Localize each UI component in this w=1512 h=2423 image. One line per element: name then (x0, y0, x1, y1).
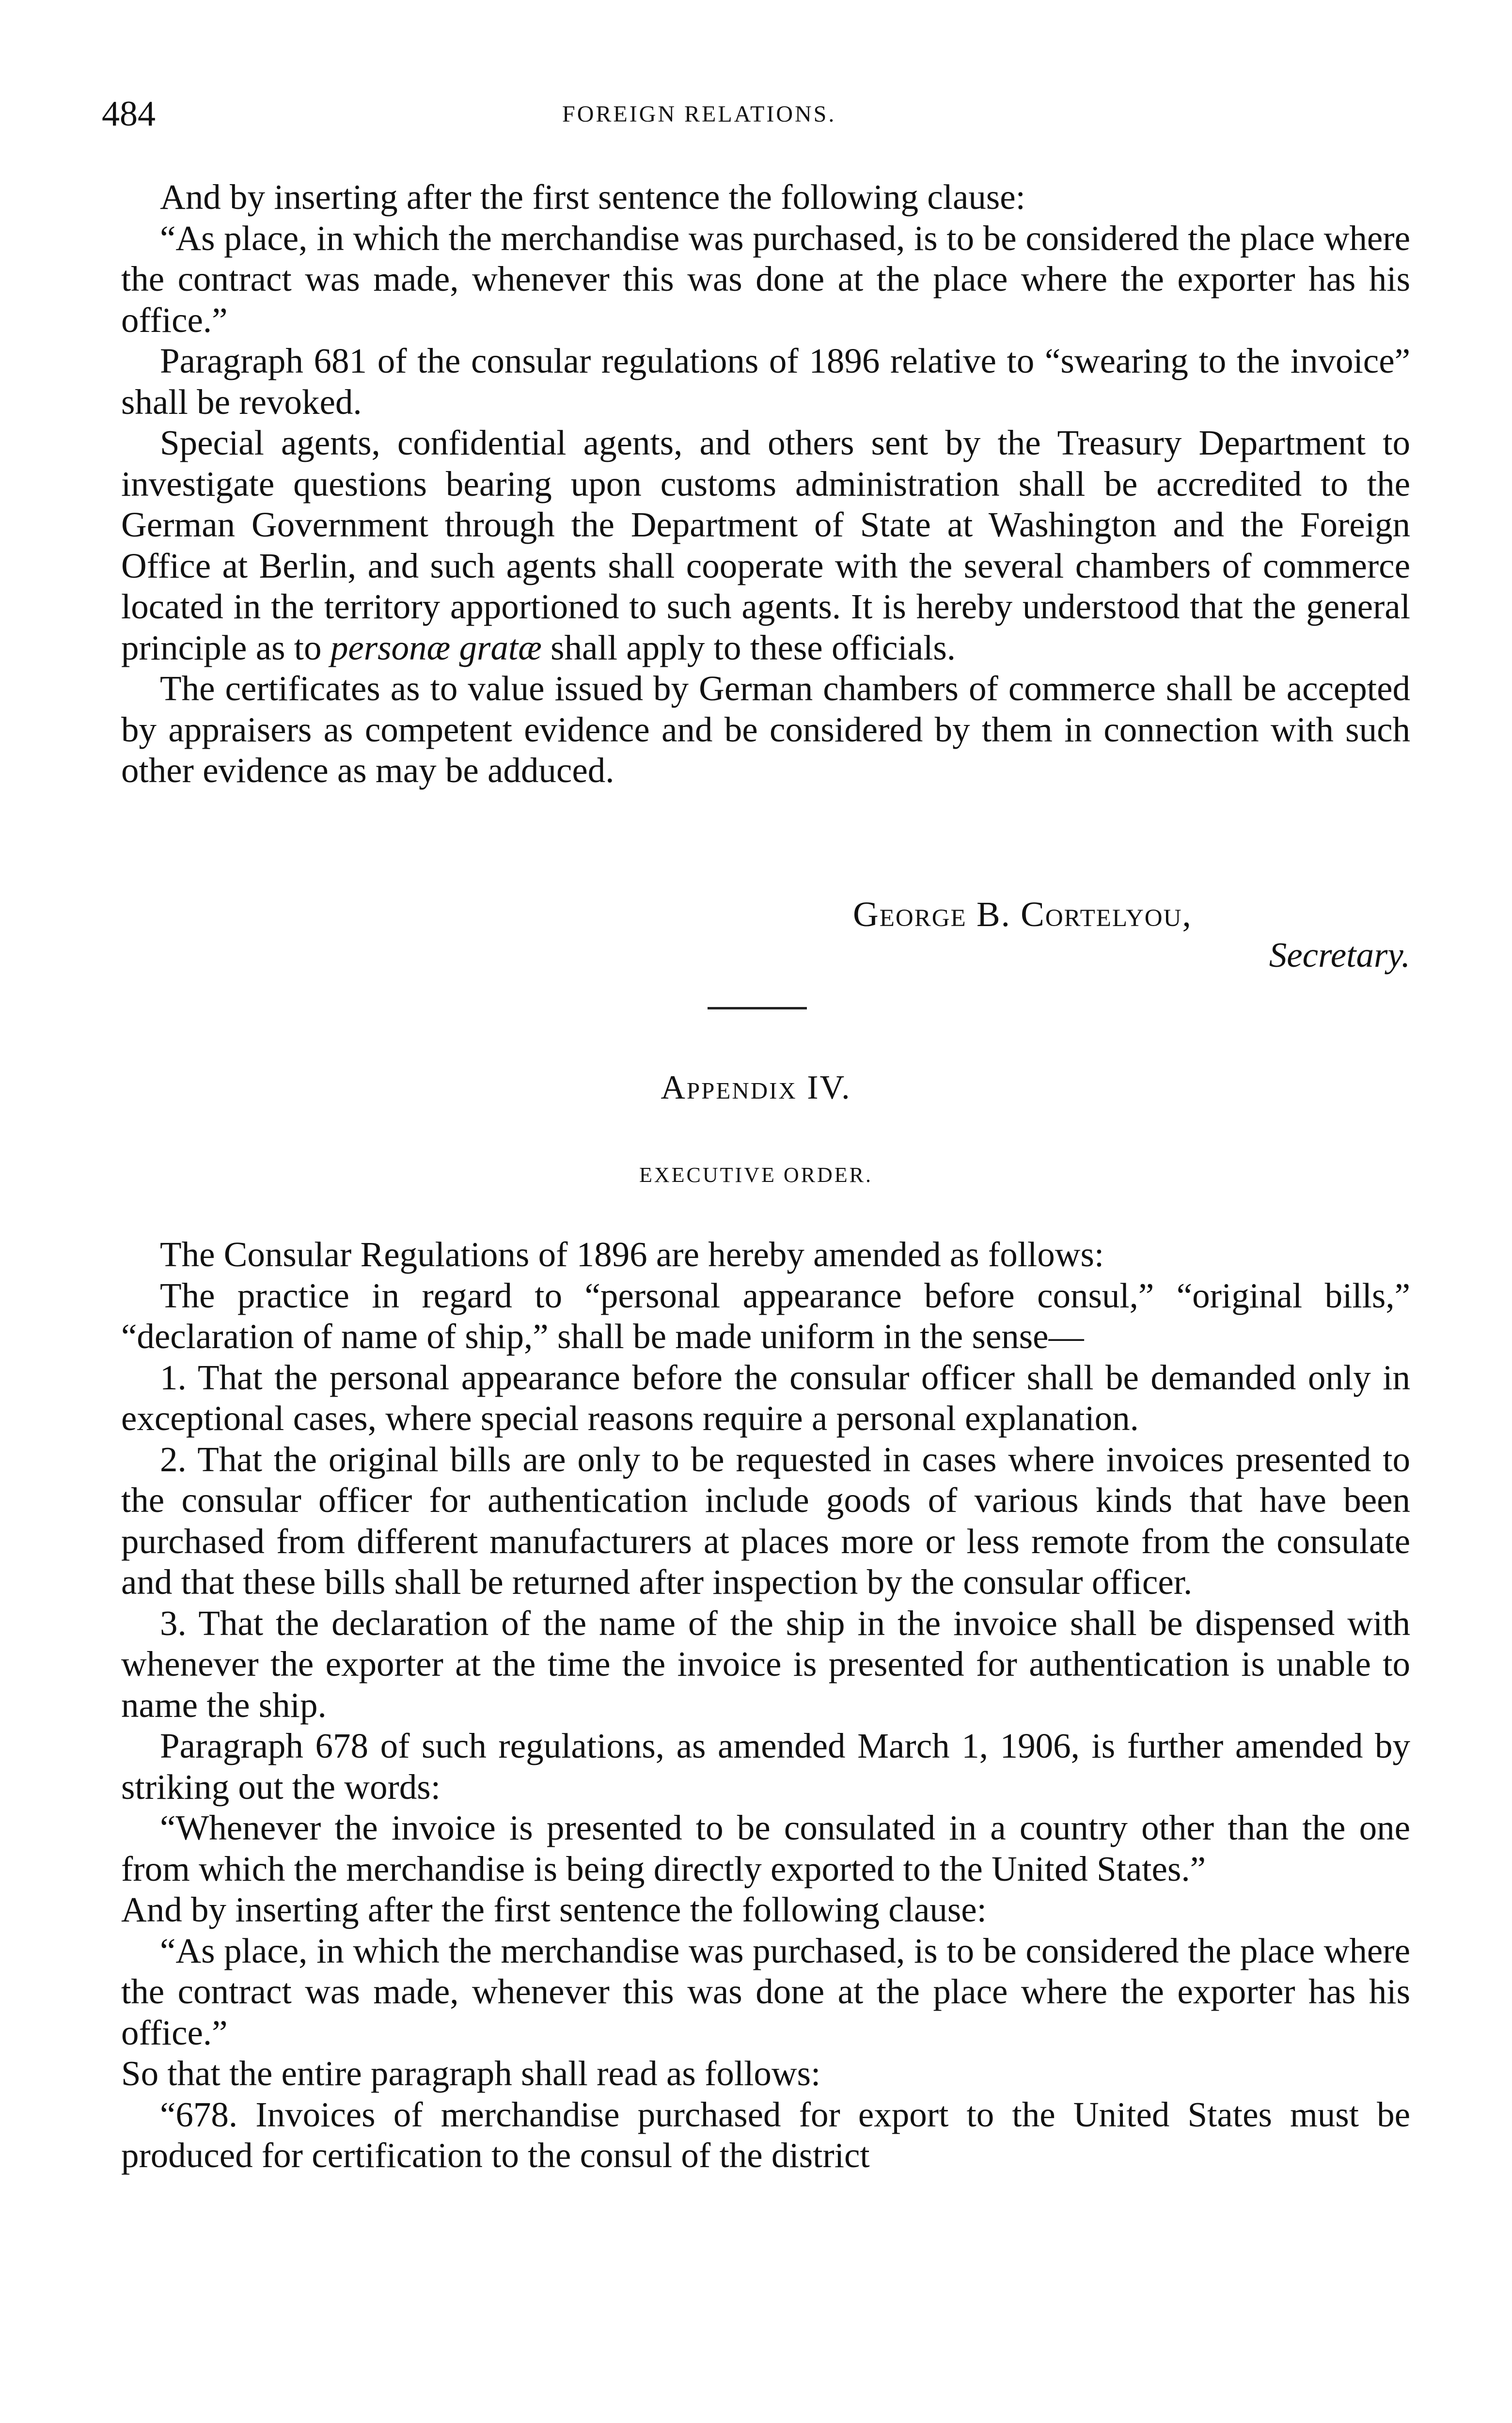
signatory-name: George B. Cortelyou, (853, 895, 1192, 934)
paragraph-inserting-clause: And by inserting after the first sentence the following clause: (160, 177, 1025, 217)
paragraph-entire-reads: So that the entire paragraph shall read as follows: (121, 2054, 821, 2093)
running-title: FOREIGN RELATIONS. (562, 101, 836, 127)
paragraph-place-of-purchase-2: “As place, in which the merchandise was purchased, is to be considered the place where the contract was made, whenever this was done at the place where the exporter has his office.” (121, 1931, 1410, 2052)
paragraph-item-3-ship-name: 3. That the declaration of the name of the ship in the invoice shall be dispensed with whenever the exporter at the time the invoice is presented for authentication is unable to name the ship. (121, 1603, 1410, 1725)
paragraph-amended-as-follows: The Consular Regulations of 1896 are hereby amended as follows: (160, 1235, 1104, 1274)
special-agents-text: Special agents, confidential agents, and others sent by the Treasury Department to investigate questions bearing upon customs administration shall be accredited to the German Government through the Department of State at Washington and the Foreign Office at Berlin, and such agents shall cooperate with the several chambers of commerce located in the territory apportioned to such agents. It is hereby understood that the general principle as to (121, 423, 1410, 667)
running-header (102, 92, 1410, 136)
executive-order-heading: EXECUTIVE ORDER. (639, 1163, 873, 1187)
paragraph-struck-words: “Whenever the invoice is presented to be consulated in a country other than the one from which the merchandise is being directly exported to the United States.” (121, 1808, 1410, 1888)
appendix-heading: Appendix IV. (661, 1069, 851, 1106)
paragraph-678-amended: Paragraph 678 of such regulations, as amended March 1, 1906, is further amended by striking out the words: (121, 1726, 1410, 1807)
latin-phrase: personæ gratæ (330, 628, 542, 667)
paragraph-place-of-purchase: “As place, in which the merchandise was purchased, is to be considered the place where the contract was made, whenever this was done at the place where the exporter has his office.” (121, 218, 1410, 340)
paragraph-practice-uniform: The practice in regard to “personal appearance before consul,” “original bills,” “declaration of name of ship,” shall be made uniform in the sense— (121, 1275, 1410, 1356)
page-number: 484 (102, 94, 156, 134)
paragraph-inserting-clause-2: And by inserting after the first sentence the following clause: (121, 1890, 987, 1929)
signature-block (853, 894, 1410, 975)
paragraph-item-2-original-bills: 2. That the original bills are only to be requested in cases where invoices presented to the consular officer for authentication include goods of various kinds that have been purchased from different manufacturers at places more or less remote from the consulate and that these bills shall be returned after inspection by the consular officer. (121, 1439, 1410, 1602)
paragraph-678-text: “678. Invoices of merchandise purchased for export to the United States must be produced for certification to the consul of the district (121, 2094, 1410, 2175)
executive-order-text (121, 1234, 1410, 2176)
special-agents-conclusion: shall apply to these officials. (551, 628, 956, 667)
paragraph-item-1-personal-appearance: 1. That the personal appearance before the consular officer shall be demanded only in exceptional cases, where special reasons require a personal explanation. (121, 1357, 1410, 1438)
paragraph-681-revoked: Paragraph 681 of the consular regulations of 1896 relative to “swearing to the invoice” shall be revoked. (121, 341, 1410, 422)
paragraph-certificates-of-value: The certificates as to value issued by German chambers of commerce shall be accepted by appraisers as competent evidence and be considered by them in connection with such other evidence as may be adduced. (121, 669, 1410, 790)
paragraph-special-agents (121, 423, 1410, 668)
treasury-regulations-text (121, 177, 1410, 791)
section-divider (708, 1007, 807, 1009)
signatory-title: Secretary. (1269, 935, 1410, 975)
